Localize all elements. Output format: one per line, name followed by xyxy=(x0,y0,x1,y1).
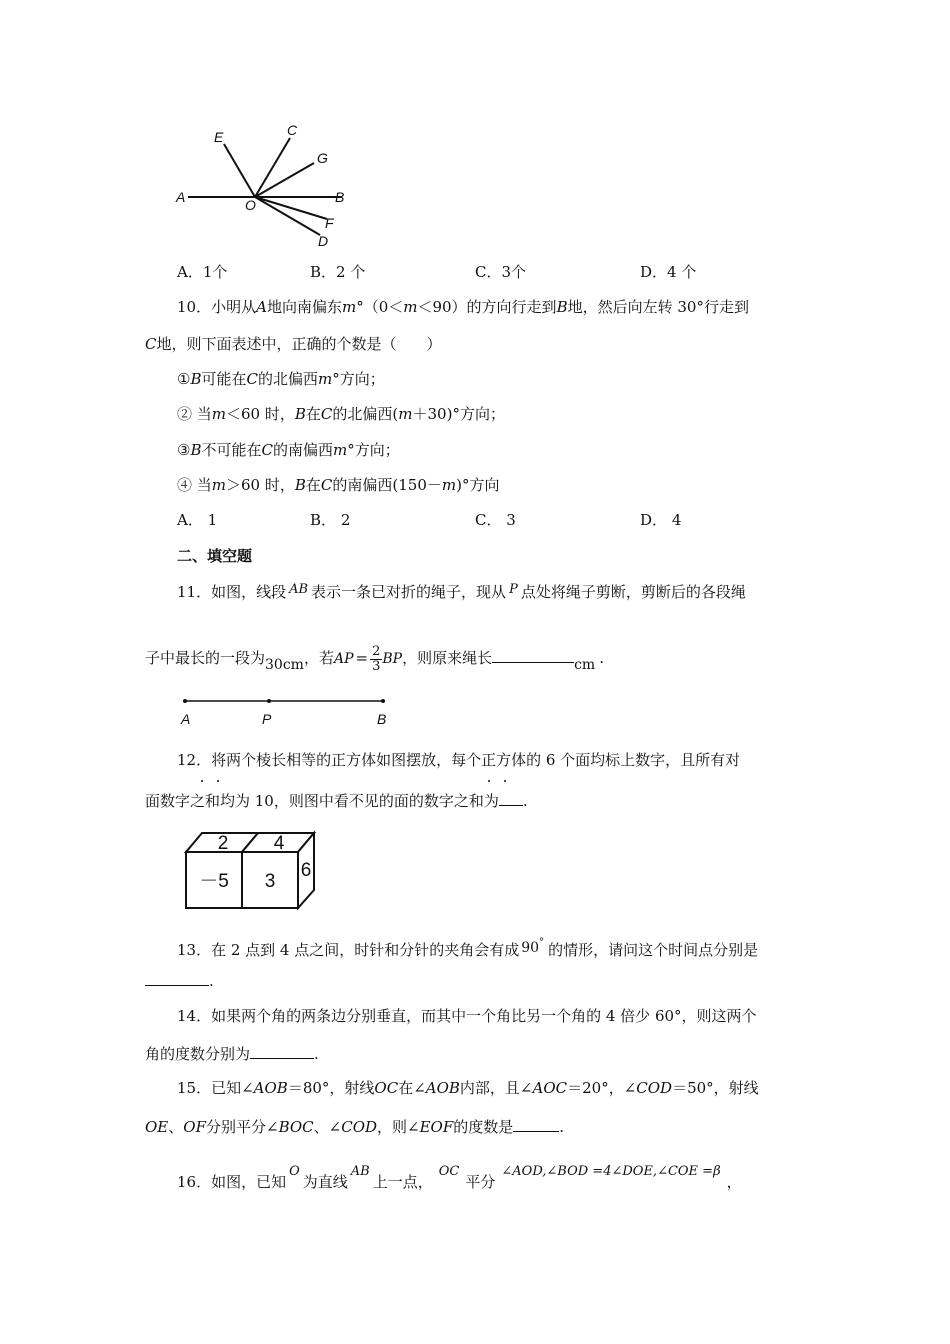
label-O: O xyxy=(245,197,256,213)
label-F: F xyxy=(325,215,334,231)
q15-answer-blank xyxy=(513,1115,559,1132)
fraction-two-thirds: $\frac{2}{3}$ xyxy=(372,643,381,674)
q11-answer-blank xyxy=(492,646,574,663)
label-C: C xyxy=(287,122,298,138)
q13-line2: . xyxy=(145,969,214,991)
q12-line2: 面数字之和均为 10，则图中看不见的面的数字之和为 . xyxy=(145,789,528,811)
segment-label-p: P xyxy=(262,711,272,727)
q10-statement-1: ①B可能在C的北偏西m°方向； xyxy=(177,370,385,388)
cube-side: 6 xyxy=(300,860,312,881)
q14-answer-blank xyxy=(250,1042,314,1059)
q9-option-b: B．2 个 xyxy=(310,263,366,281)
label-A: A xyxy=(176,189,186,205)
q9-option-d: D．4 个 xyxy=(640,263,697,281)
segment-figure xyxy=(175,692,405,732)
label-E: E xyxy=(214,129,224,145)
q12-answer-blank xyxy=(499,789,523,806)
q9-option-c: C．3个 xyxy=(475,263,527,281)
emphasis-dot xyxy=(217,780,219,782)
q16-line1: 16．如图，已知O为直线AB上一点，OC平分∠AOD,∠BOD =4∠DOE,∠COE =β， xyxy=(177,1164,742,1191)
emphasis-dot xyxy=(488,780,490,782)
q10-statement-3: ③B不可能在C的南偏西m°方向； xyxy=(177,441,400,459)
segment-label-a: A xyxy=(181,711,191,727)
label-G: G xyxy=(317,150,328,166)
q10-option-b: B． 2 xyxy=(310,511,351,529)
q10-option-a: A． 1 xyxy=(177,511,218,529)
cubes-figure xyxy=(182,828,322,912)
cube-top-1: 2 xyxy=(217,833,229,854)
cube-front-2: 3 xyxy=(264,871,276,892)
q11-line2: 子中最长的一段为30cm，若AP = $\frac{2}{3}$ BP，则原来绳长 cm . xyxy=(145,643,604,674)
q11-line1: 11．如图，线段 AB 表示一条已对折的绳子，现从 P 点处将绳子剪断，剪断后的各段绳 xyxy=(177,582,746,601)
q12-line1: 12．将两个棱长相等的正方体如图摆放，每个正方体的 6 个面均标上数字，且所有对 xyxy=(177,751,741,769)
segment-label-b: B xyxy=(377,711,387,727)
label-D: D xyxy=(318,233,329,249)
q14-line2: 角的度数分别为 . xyxy=(145,1042,319,1064)
q10-option-d: D． 4 xyxy=(640,511,682,529)
q14-line1: 14．如果两个角的两条边分别垂直，而其中一个角比另一个角的 4 倍少 60°，则这两个 xyxy=(177,1007,757,1025)
angle-rays-figure xyxy=(170,118,360,253)
cube-front-1: －5 xyxy=(199,871,229,892)
q10-statement-4: ④ 当m＞60 时，B在C的南偏西(150－m)°方向 xyxy=(177,476,500,494)
q10-line2: C地，则下面表述中，正确的个数是（ ） xyxy=(145,335,442,353)
q10-statement-2: ② 当m＜60 时，B在C的北偏西(m＋30)°方向； xyxy=(177,405,505,423)
section-heading: 二、填空题 xyxy=(177,547,253,565)
label-B: B xyxy=(335,189,345,205)
q10-option-c: C． 3 xyxy=(475,511,516,529)
q13-line1: 13．在 2 点到 4 点之间，时针和分针的夹角会有成 90° 的情形，请问这个时间点分别是 xyxy=(177,937,759,959)
q13-answer-blank xyxy=(145,969,209,986)
emphasis-dot xyxy=(504,780,506,782)
emphasis-dot xyxy=(201,780,203,782)
q9-option-a: A．1个 xyxy=(177,263,228,281)
q10-line1: 10．小明从A地向南偏东m°（0＜m＜90）的方向行走到B地，然后向左转 30°行走到 xyxy=(177,298,749,316)
q15-line2: OE、OF分别平分∠BOC、∠COD，则∠EOF的度数是 . xyxy=(145,1115,564,1137)
cube-top-2: 4 xyxy=(273,833,285,854)
q15-line1: 15．已知∠AOB＝80°，射线OC在∠AOB内部，且∠AOC＝20°，∠COD＝50°，射线 xyxy=(177,1079,759,1097)
